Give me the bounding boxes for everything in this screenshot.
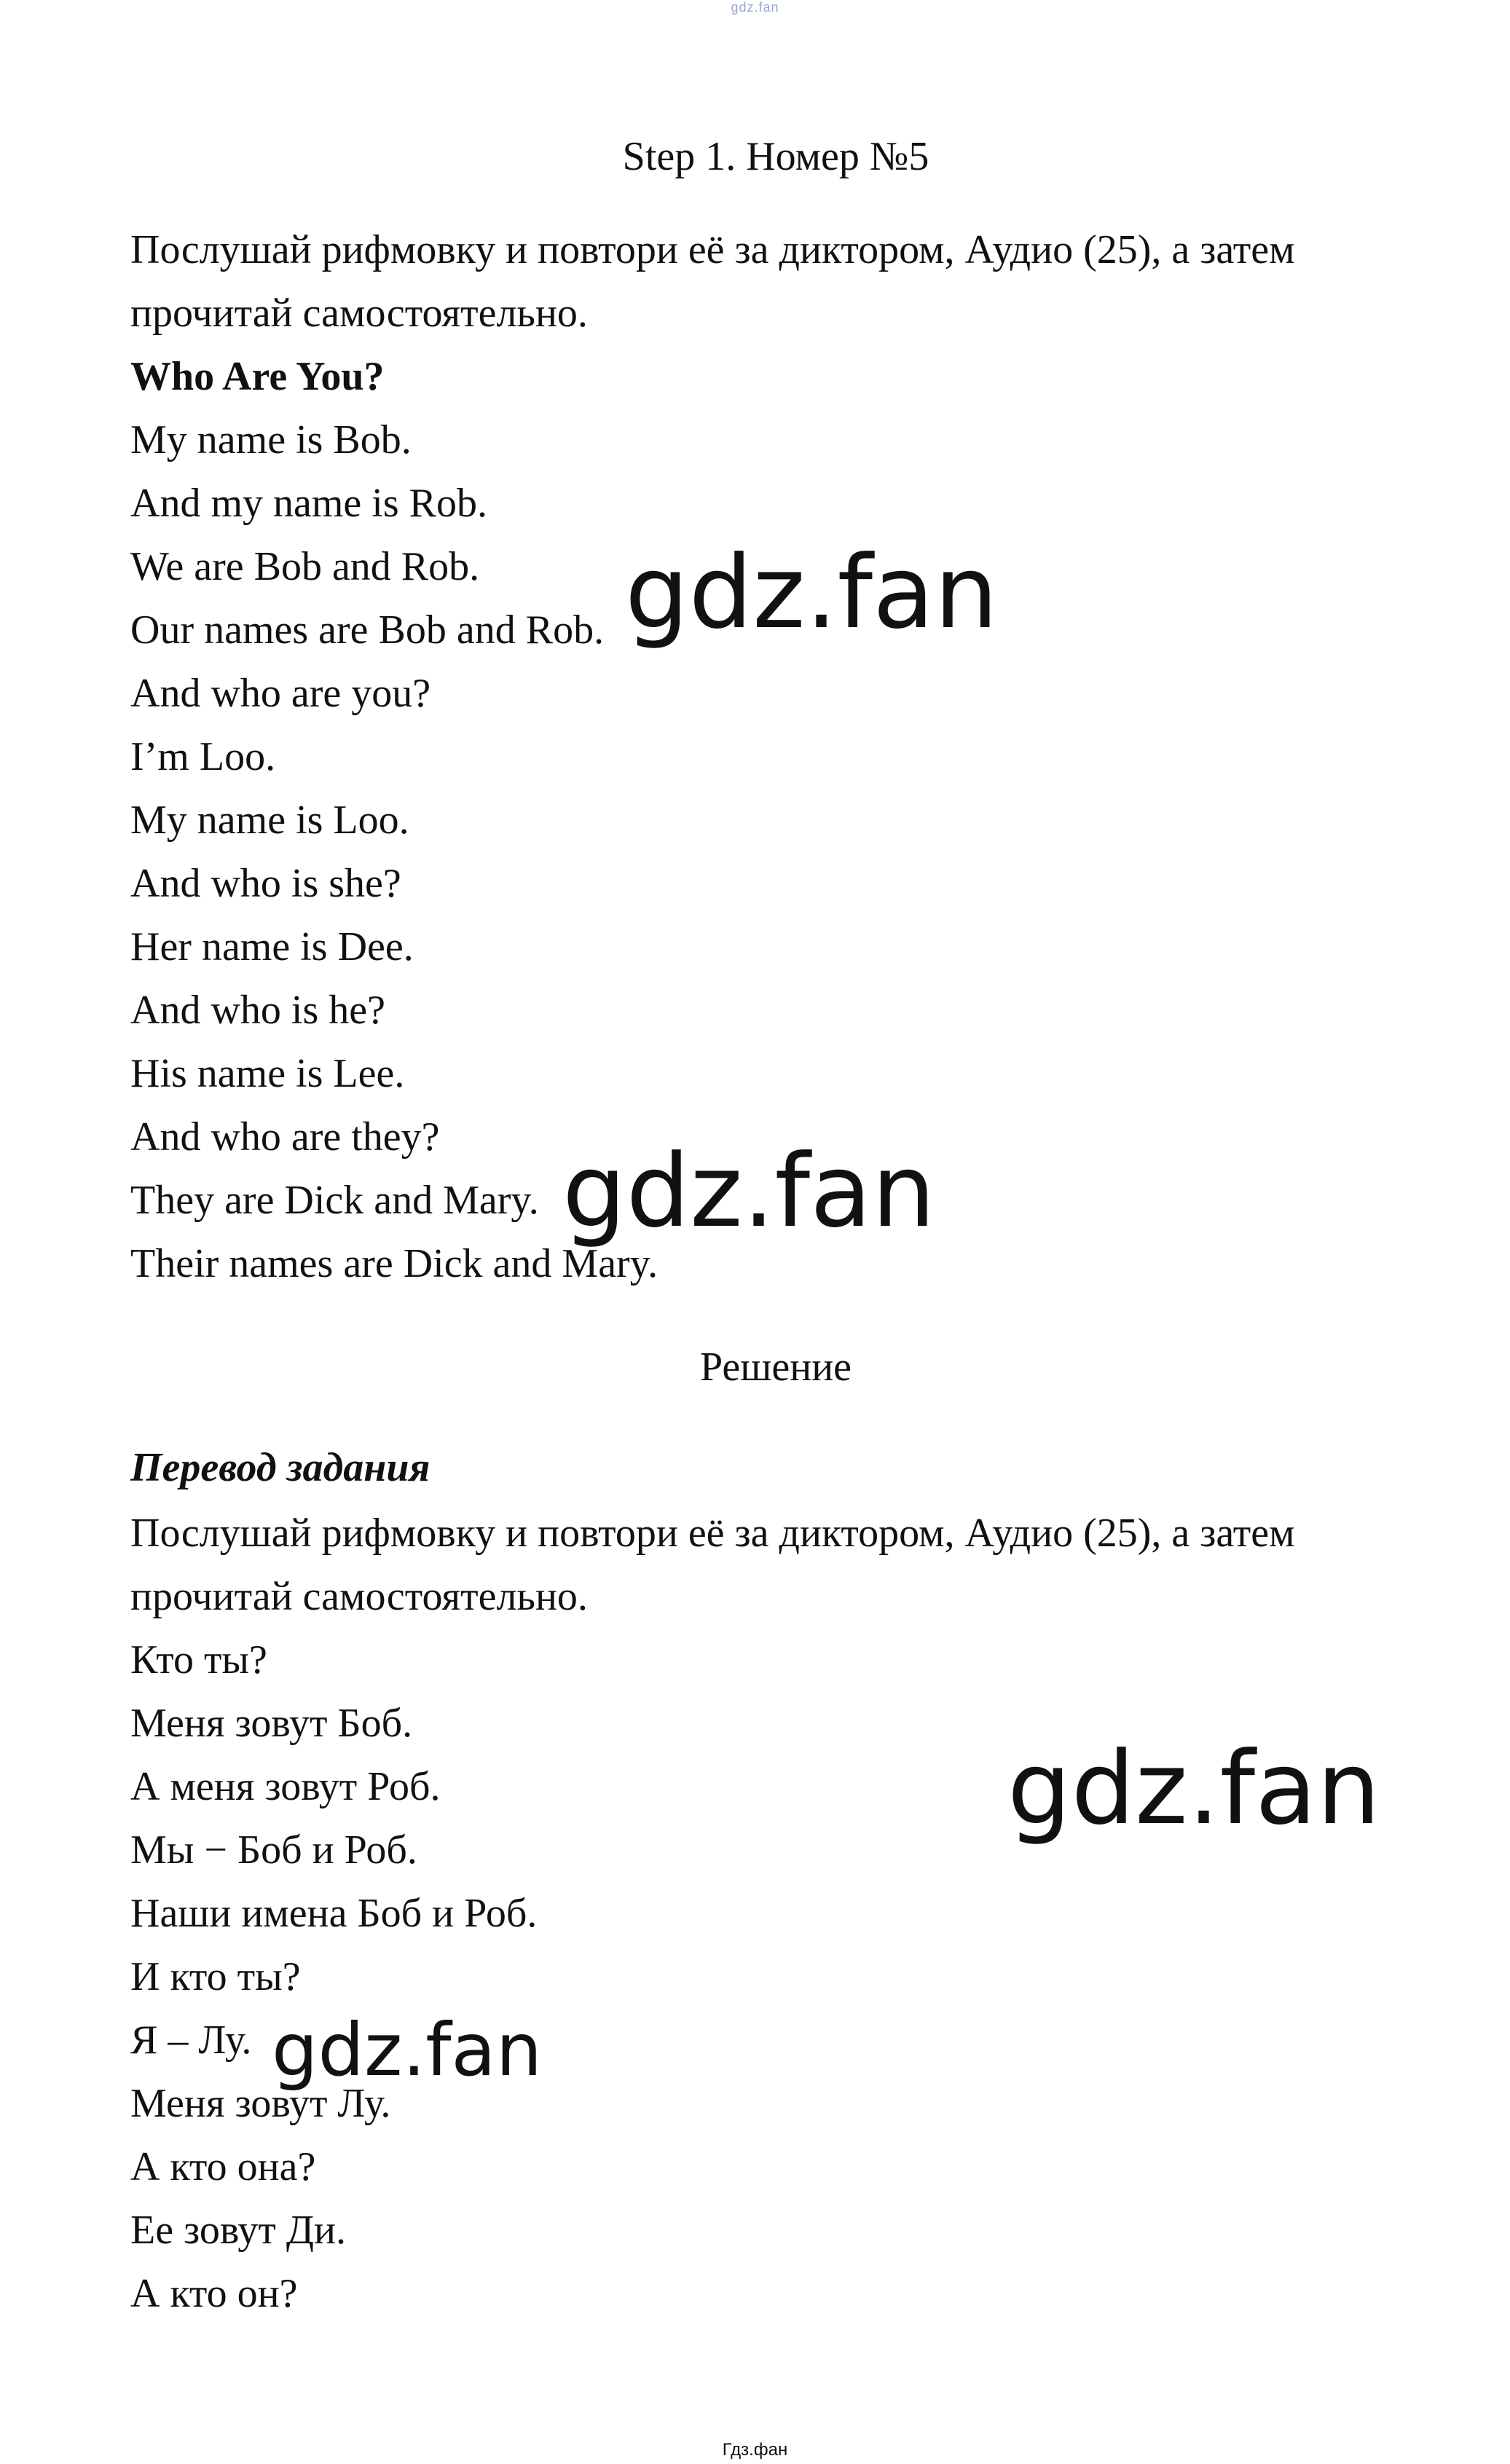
translation-line: Я – Лу.: [130, 2018, 252, 2063]
poem-line: Their names are Dick and Mary.: [130, 1241, 658, 1286]
poem-line: And my name is Rob.: [130, 481, 487, 526]
watermark: gdz.fan: [625, 534, 999, 651]
translation-line: А кто она?: [130, 2144, 316, 2189]
instruction-line: Послушай рифмовку и повтори её за диктором, Аудио (25), а затем: [130, 227, 1295, 272]
poem-line: My name is Bob.: [130, 417, 412, 463]
translation-line: Мы − Боб и Роб.: [130, 1827, 417, 1873]
translation-line: Кто ты?: [130, 1637, 267, 1682]
poem-line: They are Dick and Mary.: [130, 1178, 539, 1223]
watermark: gdz.fan: [1007, 1730, 1381, 1847]
instruction-line: прочитай самостоятельно.: [130, 291, 588, 336]
translation-line: Меня зовут Боб.: [130, 1701, 413, 1746]
poem-line: Her name is Dee.: [130, 924, 414, 969]
instruction-line: прочитай самостоятельно.: [130, 1574, 588, 1619]
translation-line: Наши имена Боб и Роб.: [130, 1891, 538, 1936]
watermark: gdz.fan: [272, 2007, 543, 2093]
poem-line: And who are they?: [130, 1114, 440, 1160]
poem-line: His name is Lee.: [130, 1051, 405, 1096]
instruction-line: Послушай рифмовку и повтори её за диктором, Аудио (25), а затем: [130, 1511, 1295, 1556]
poem-line: And who are you?: [130, 671, 431, 716]
poem-line: I’m Loo.: [130, 734, 276, 779]
translation-line: А кто он?: [130, 2271, 298, 2316]
poem-line: My name is Loo.: [130, 798, 409, 843]
translation-line: Меня зовут Лу.: [130, 2081, 391, 2126]
page-title: Step 1. Номер №5: [622, 134, 929, 179]
watermark: gdz.fan: [562, 1133, 936, 1250]
solution-title: Решение: [699, 1345, 852, 1390]
translation-line: Ее зовут Ди.: [130, 2208, 347, 2253]
translation-line: И кто ты?: [130, 1954, 301, 1999]
poem-line: We are Bob and Rob.: [130, 544, 480, 589]
poem-line: And who is she?: [130, 861, 401, 906]
top-watermark: gdz.fan: [731, 0, 779, 15]
translation-line: А меня зовут Роб.: [130, 1764, 441, 1809]
poem-line: Our names are Bob and Rob.: [130, 607, 605, 653]
footer-watermark: Гдз.фан: [722, 2440, 788, 2460]
poem-line: And who is he?: [130, 988, 385, 1033]
poem-title: Who Are You?: [130, 354, 385, 399]
translation-block: [130, 1502, 1295, 2326]
translation-title: Перевод задания: [130, 1445, 430, 1490]
